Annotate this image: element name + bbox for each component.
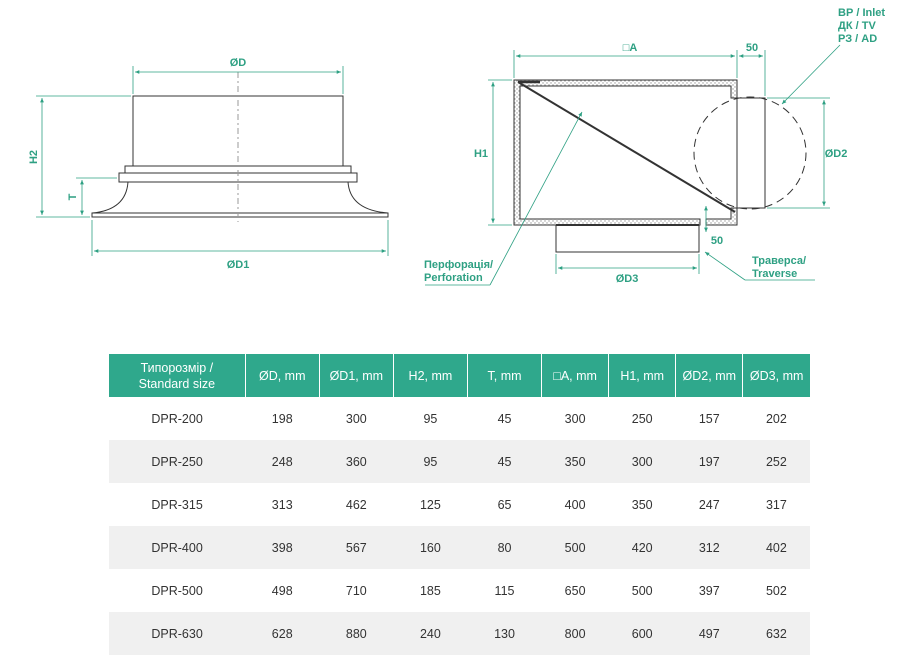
inlet-label-3: РЗ / AD [838,33,878,45]
table-cell-value: 497 [676,612,743,655]
table-cell-value: 95 [393,440,467,483]
header-d1: ØD1, mm [319,354,393,397]
table-cell-value: 130 [467,612,541,655]
table-cell-value: 650 [564,583,586,598]
table-cell-value: 462 [345,497,367,512]
dim-50-bottom-label: 50 [710,235,724,247]
table-cell-value: 500 [631,583,653,598]
table-cell-size: DPR-500 [151,583,203,598]
base-plate [92,213,388,217]
table-cell-value: 160 [393,526,467,569]
table-cell-value: 115 [494,583,515,598]
header-d: ØD, mm [245,354,319,397]
header-h2: H2, mm [393,354,467,397]
dim-d3-label: ØD3 [615,273,639,285]
dim-d2-label: ØD2 [824,148,848,160]
header-a: □A, mm [542,354,609,397]
table-cell-value: 502 [765,583,787,598]
table-cell-value: 398 [245,526,319,569]
perforation-label-1: Перфорація/ [424,259,494,271]
table-cell-value: 600 [609,612,676,655]
table-cell-value: 197 [676,440,743,483]
header-standard-size-en: Standard size [138,376,216,391]
table-cell-value: 498 [271,583,293,598]
dimensions-table [109,354,810,655]
table-cell-value: 710 [345,583,367,598]
table-cell-size: DPR-200 [151,411,203,426]
table-cell-value: 312 [676,526,743,569]
table-cell-value: 397 [698,583,720,598]
dim-a-label: □A [622,42,638,54]
table-cell-value: 95 [423,411,438,426]
table-header-row [109,354,810,397]
header-d2: ØD2, mm [676,354,743,397]
table-row [109,440,810,483]
table-cell-size: DPR-400 [109,526,245,569]
table-cell-value: 880 [319,612,393,655]
left-dimensions [36,66,388,256]
table-cell-value: 632 [743,612,810,655]
table-cell-value: 300 [564,411,586,426]
table-cell-value: 45 [497,411,512,426]
table-cell-value: 500 [542,526,609,569]
table-cell-value: 45 [467,440,541,483]
table-cell-value: 80 [467,526,541,569]
table-row [109,397,810,440]
table-cell-value: 240 [393,612,467,655]
table-cell-value: 400 [564,497,586,512]
header-t: T, mm [467,354,541,397]
outlet-collar [737,98,765,208]
bottom-spigot [556,225,699,252]
dim-d1-label: ØD1 [226,259,250,271]
header-standard-size-ua: Типорозмір / [140,360,214,375]
table-cell-value: 402 [743,526,810,569]
inlet-label-1: ВР / Inlet [838,7,886,19]
dim-h1-label: H1 [473,148,489,160]
table-cell-size: DPR-250 [109,440,245,483]
table-row [109,526,810,569]
right-section-view [514,80,806,252]
table-cell-value: 567 [319,526,393,569]
traverse-label-2: Traverse [752,268,798,280]
perforation-label-2: Perforation [424,272,483,284]
table-row [109,569,810,612]
table-cell-value: 317 [765,497,787,512]
perforated-plate [518,82,735,212]
table-cell-value: 300 [345,411,367,426]
dim-d-label: ØD [229,57,247,69]
table-cell-size: DPR-630 [109,612,245,655]
table-cell-value: 185 [419,583,441,598]
table-cell-value: 420 [609,526,676,569]
table-cell-value: 350 [631,497,653,512]
table-cell-value: 247 [698,497,720,512]
left-side-view [92,72,388,222]
table-cell-value: 313 [271,497,293,512]
header-standard-size [109,354,245,397]
table-cell-value: 360 [319,440,393,483]
table-cell-size: DPR-315 [151,497,203,512]
dim-t-label: T [67,193,79,201]
header-d3: ØD3, mm [743,354,810,397]
table-cell-value: 248 [245,440,319,483]
table-cell-value: 350 [542,440,609,483]
table-row [109,612,810,655]
table-cell-value: 800 [542,612,609,655]
box-insulation [514,80,737,225]
table-cell-value: 250 [631,411,653,426]
flared-base [92,182,388,213]
dim-50-top-label: 50 [745,42,759,54]
table-cell-value: 252 [743,440,810,483]
table-cell-value: 202 [765,411,787,426]
table-row [109,483,810,526]
traverse-label-1: Траверса/ [752,255,807,267]
table-cell-value: 65 [497,497,512,512]
table-cell-value: 125 [419,497,441,512]
table-cell-value: 300 [609,440,676,483]
table-cell-value: 628 [245,612,319,655]
table-cell-value: 157 [698,411,720,426]
table-cell-value: 198 [271,411,293,426]
dim-h2-label: H2 [28,149,40,165]
header-h1: H1, mm [609,354,676,397]
inlet-label-2: ДК / TV [838,20,876,32]
